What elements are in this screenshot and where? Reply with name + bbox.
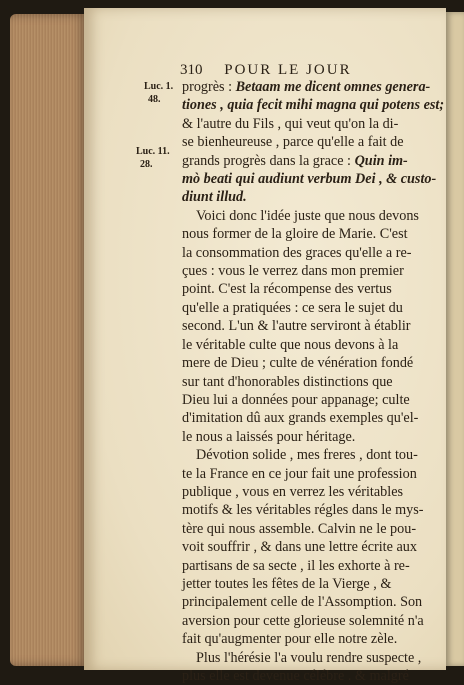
text-segment: tiones , quia fecit mihi magna qui potens est;: [182, 97, 445, 114]
text-segment: voit souffrir , & dans une lettre écrite aux: [182, 539, 417, 556]
text-segment: plus elle est devenue célébre . & malgré: [182, 668, 409, 684]
text-line: [182, 428, 440, 446]
text-segment: çues : vous le verrez dans mon premier: [182, 263, 404, 280]
body-text: [182, 78, 445, 685]
text-segment: tère qui nous assemble. Calvin ne le pou-: [182, 520, 417, 537]
text-line: [182, 262, 440, 280]
margin-verse: 28.: [140, 159, 153, 170]
running-title: POUR LE JOUR: [224, 62, 352, 78]
text-line: [182, 465, 440, 483]
text-segment: nous former de la gloire de Marie. C'est: [182, 226, 408, 243]
text-segment: Quin im-: [354, 152, 408, 169]
text-segment: diunt illud.: [182, 189, 247, 206]
running-header: [180, 62, 430, 79]
page-number: 310: [180, 62, 203, 78]
text-line: [182, 115, 440, 133]
text-segment: sur tant d'honorables distinctions que: [182, 373, 393, 390]
text-segment: Dévotion solide , mes freres , dont tou-: [196, 447, 418, 464]
text-segment: aversion pour cette glorieuse solemnité n'a: [182, 612, 424, 629]
text-line: [182, 96, 445, 114]
margin-ref: Luc. 1.: [144, 81, 174, 92]
text-segment: te la France en ce jour fait une profession: [182, 465, 417, 482]
text-segment: le nous a laissés pour héritage.: [182, 428, 356, 445]
text-segment: Voici donc l'idée juste que nous devons: [196, 207, 419, 224]
text-line: [182, 225, 440, 243]
text-segment: Betaam me dicent omnes genera-: [235, 79, 431, 95]
text-segment: la consommation des graces qu'elle a re-: [182, 244, 412, 261]
text-segment: Dieu lui a données pour appanage; culte: [182, 391, 410, 408]
text-line: [182, 299, 440, 317]
text-line: [182, 170, 440, 188]
text-segment: principalement celle de l'Assomption. Son: [182, 594, 423, 611]
text-line: [182, 207, 440, 225]
text-segment: jetter toutes les fêtes de la Vierge , &: [182, 575, 392, 592]
next-page-edge: [446, 12, 464, 666]
text-line: [182, 446, 440, 464]
text-segment: & l'autre du Fils , qui veut qu'on la di-: [182, 115, 399, 132]
text-line: [182, 373, 440, 391]
text-segment: qu'elle a pratiquées : ce sera le sujet du: [182, 299, 403, 316]
text-line: [182, 557, 440, 575]
text-segment: fait qu'augmenter pour elle notre zèle.: [182, 631, 398, 648]
margin-note-2: [136, 145, 170, 171]
text-segment: motifs & les véritables régles dans le mys-: [182, 502, 424, 519]
text-segment: mò beati qui audiunt verbum Dei , & custo-: [182, 171, 437, 188]
text-segment: d'imitation dû aux grands exemples qu'el-: [182, 410, 419, 427]
text-line: [182, 612, 440, 630]
text-line: [182, 630, 440, 648]
text-line: [182, 649, 440, 667]
text-line: [182, 133, 440, 151]
text-line: [182, 152, 440, 170]
text-line: [182, 391, 440, 409]
text-segment: point. C'est la récompense des vertus: [182, 281, 392, 298]
text-line: [182, 575, 440, 593]
margin-verse: 48.: [148, 94, 161, 105]
text-line: [182, 317, 440, 335]
text-line: [182, 483, 440, 501]
margin-ref: Luc. 11.: [136, 146, 170, 157]
text-line: [182, 244, 440, 262]
text-line: [182, 280, 440, 298]
text-segment: grands progrès dans la grace :: [182, 152, 355, 169]
text-segment: Plus l'hérésie l'a voulu rendre suspecte ,: [196, 649, 422, 666]
text-segment: partisans de sa secte , il les exhorte à re-: [182, 557, 410, 574]
text-line: [182, 78, 440, 96]
text-line: [182, 501, 440, 519]
text-segment: progrès :: [182, 79, 236, 95]
text-line: [182, 409, 440, 427]
text-line: [182, 354, 440, 372]
text-segment: publique , vous en verrez les véritables: [182, 483, 404, 500]
text-segment: second. L'un & l'autre serviront à établir: [182, 318, 411, 335]
text-line: [182, 336, 440, 354]
page-edges: [10, 14, 88, 666]
text-line: [182, 667, 440, 685]
text-line: [182, 538, 440, 556]
margin-note-1: [144, 80, 173, 106]
text-line: [182, 188, 440, 206]
text-segment: se bienheureuse , parce qu'elle a fait de: [182, 134, 404, 151]
text-segment: mere de Dieu ; culte de vénération fondé: [182, 355, 414, 372]
text-line: [182, 593, 440, 611]
text-segment: le véritable culte que nous devons à la: [182, 336, 399, 353]
text-line: [182, 520, 440, 538]
